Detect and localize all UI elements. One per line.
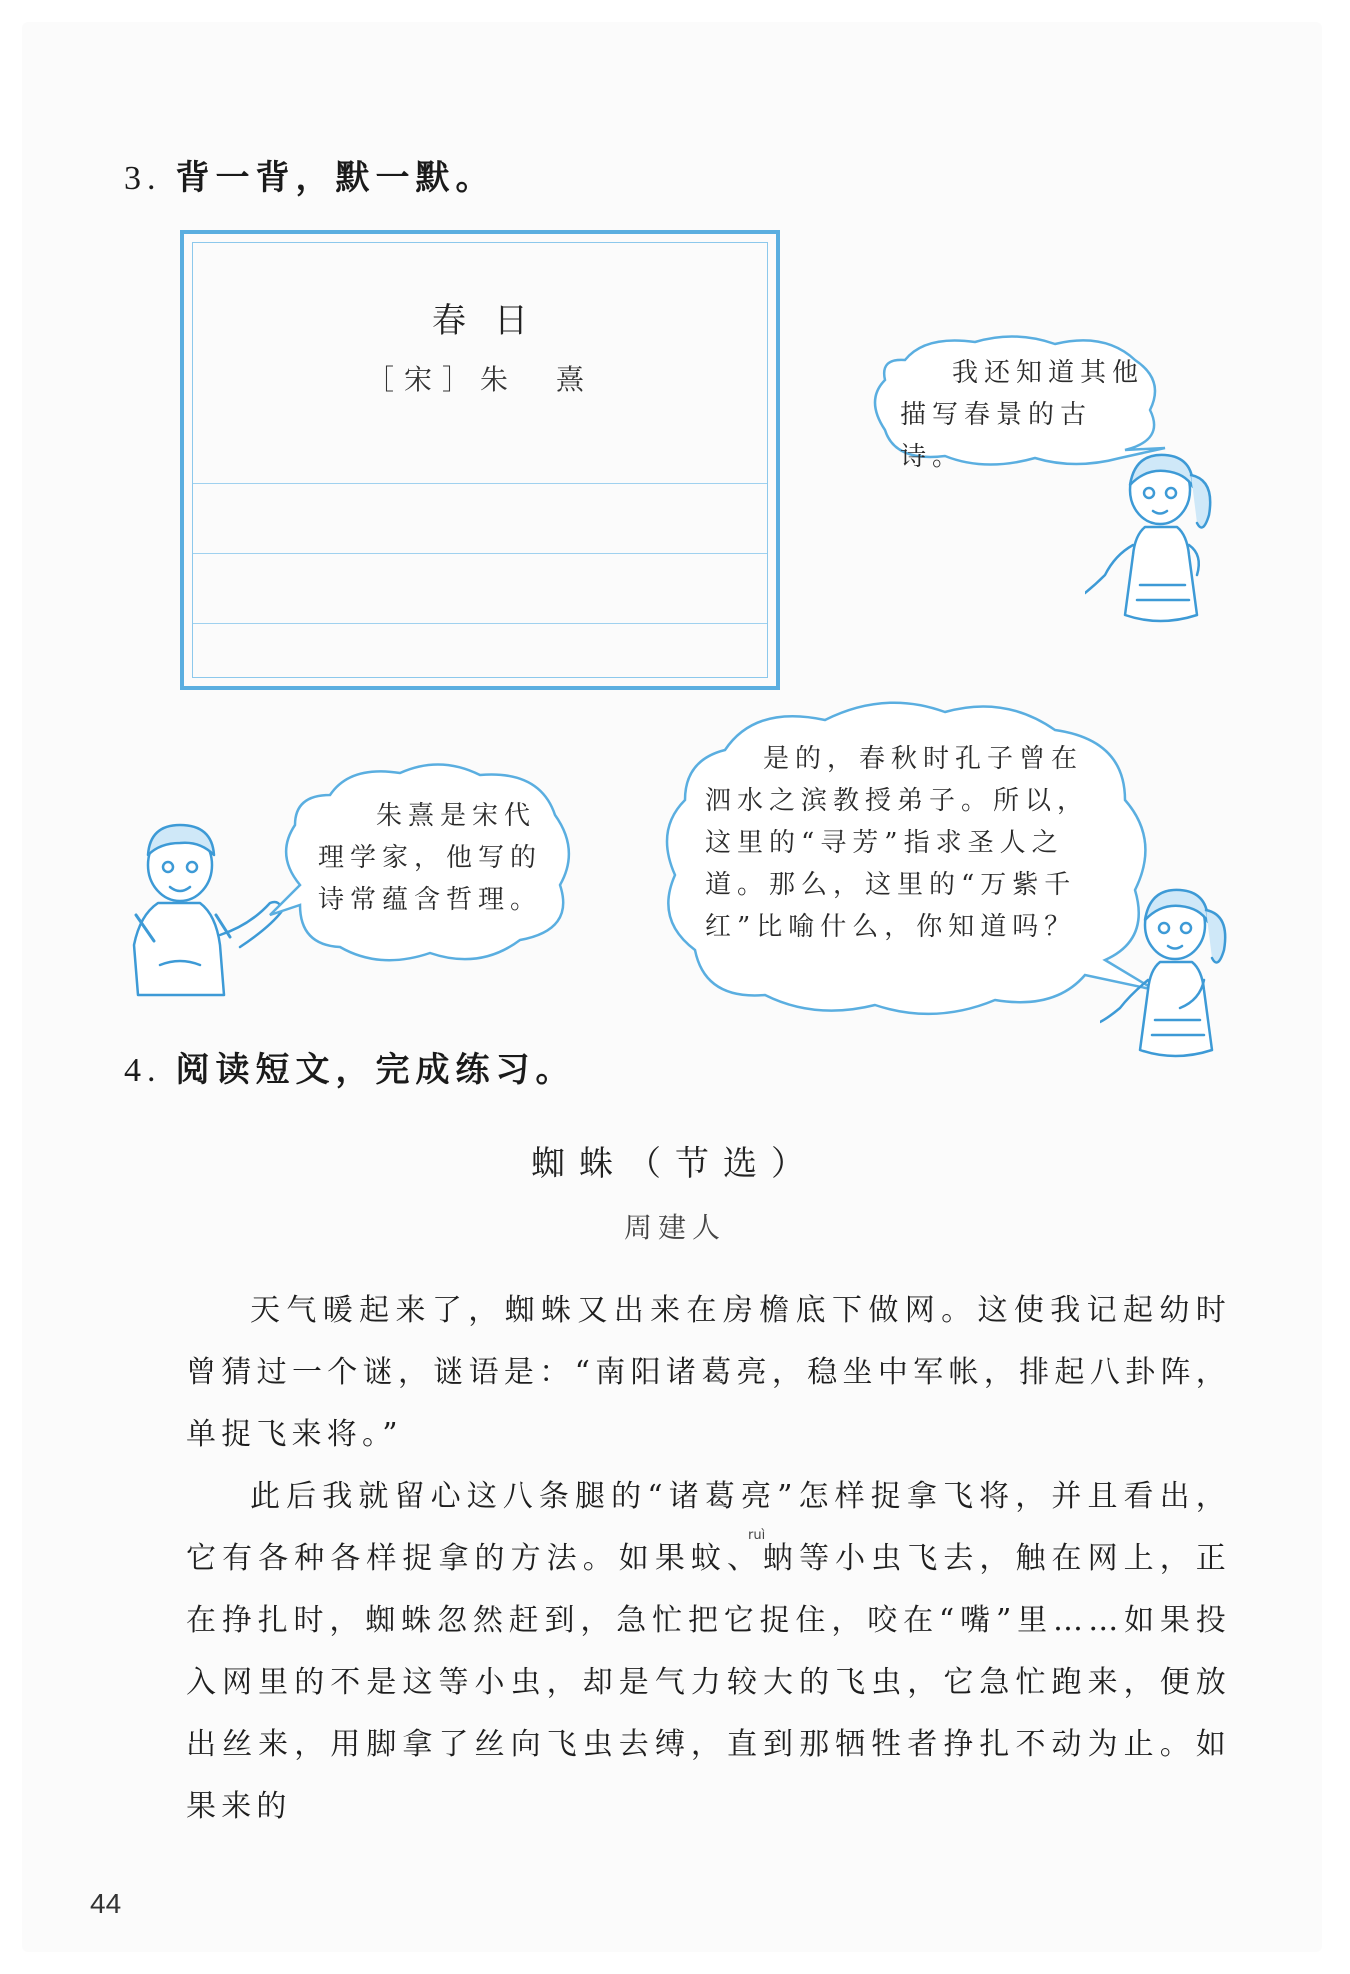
poem-writing-box — [180, 230, 780, 690]
bubble-boy-text — [318, 795, 558, 921]
article-title: 蜘蛛（节选） — [531, 1144, 819, 1184]
poem-title: 春日 — [432, 301, 556, 341]
girl-illustration-bottom — [1100, 880, 1250, 1070]
page-number: 44 — [90, 1888, 122, 1919]
bubble-line: 这里的“寻芳”指求圣人之 — [705, 828, 1064, 858]
bubble-line: 红”比喻什么，你知道吗？ — [705, 912, 1077, 942]
section-3-title: 背一背，默一默。 — [175, 158, 496, 198]
poem-author: ［宋］朱 熹 — [365, 363, 594, 396]
article-author: 周建人 — [623, 1211, 726, 1244]
girl-illustration-top — [1085, 445, 1235, 635]
section-4-title: 阅读短文，完成练习。 — [175, 1050, 576, 1090]
bubble-girl-bottom-text — [705, 738, 1105, 948]
bubble-line: 道。那么，这里的“万紫千 — [705, 870, 1077, 900]
bubble-line: 朱熹是宋代 — [376, 801, 537, 831]
bubble-line: 泗水之滨教授弟子。所以， — [705, 786, 1090, 816]
article-paragraph: 天气暖起来了，蜘蛛又出来在房檐底下做网。这使我记起幼时曾猜过一个谜，谜语是：“南阳诸葛亮，稳坐中军帐，排起八卦阵，单捉飞来将。” — [186, 1293, 1231, 1452]
bubble-line: 我还知道其他 — [952, 358, 1145, 388]
section-4-heading — [124, 1042, 576, 1091]
section-3-number: 3. — [124, 160, 162, 197]
poem-inner-frame — [192, 242, 768, 678]
writing-line[interactable] — [193, 623, 767, 624]
bubble-line: 描写春景的古诗。 — [900, 400, 1093, 472]
bubble-line: 理学家，他写的 — [318, 843, 543, 873]
bubble-line: 是的，春秋时孔子曾在 — [763, 744, 1084, 774]
article-body — [186, 1280, 1231, 1838]
article-paragraph: 此后我就留心这八条腿的“诸葛亮”怎样捉拿飞将，并且看出，它有各种各样捉拿的方法。如果蚊、蚋等小虫飞去，触在网上，正在挣扎时，蜘蛛忽然赶到，急忙把它捉住，咬在“嘴”里……如果投入网里的不是这等小虫，却是气力较大的飞虫，它急忙跑来，便放出丝来，用脚拿了丝向飞虫去缚，直到那牺牲者挣扎不动为止。如果来的 — [186, 1479, 1231, 1824]
section-3-heading — [124, 150, 496, 199]
boy-illustration — [120, 815, 290, 1005]
section-4-number: 4. — [124, 1052, 162, 1089]
pinyin-annotation: ruì — [748, 1528, 766, 1543]
writing-line[interactable] — [193, 483, 767, 484]
writing-line[interactable] — [193, 553, 767, 554]
bubble-line: 诗常蕴含哲理。 — [318, 885, 543, 915]
